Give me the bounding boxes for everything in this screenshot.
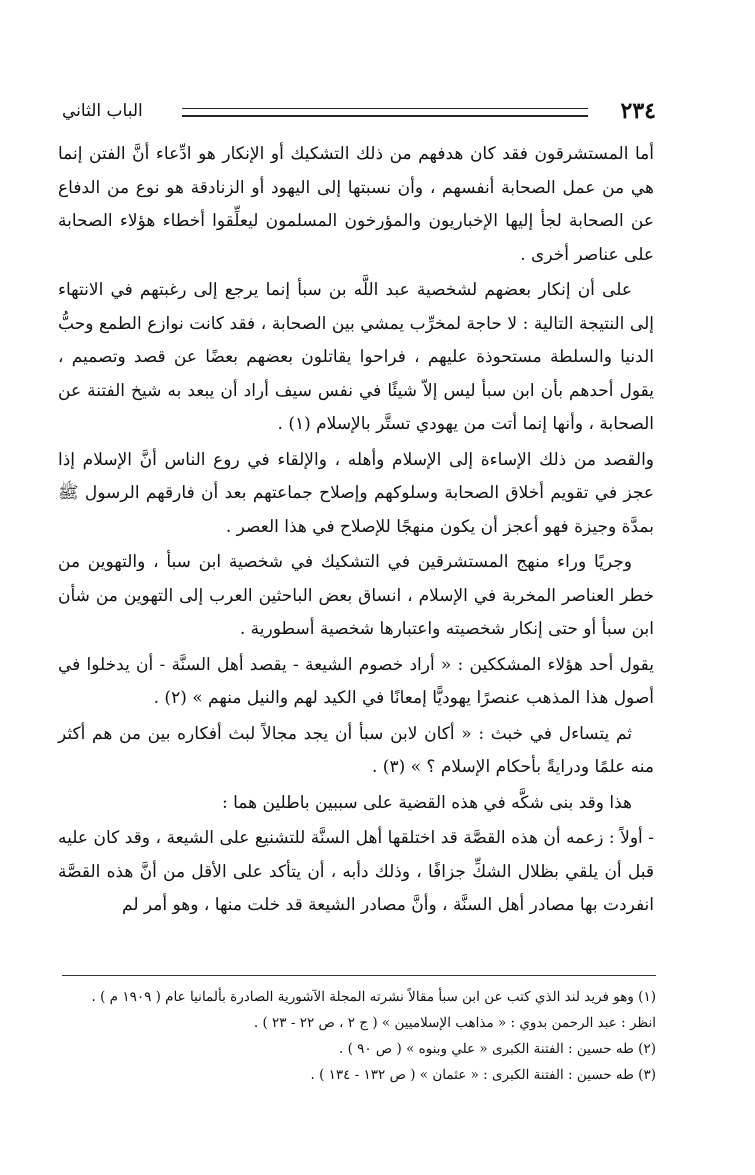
footnotes xyxy=(62,984,656,1088)
paragraph: أما المستشرقون فقد كان هدفهم من ذلك التشكيك أو الإنكار هو ادِّعاء أنَّ الفتن إنما هي من عمل الصحابة أنفسهم ، وأن نسبتها إلى اليهود أو الزنادقة هو نوع من الدفاع عن الصحابة لجأ إليها الإخباريون والمؤرخون المسلمون ليعلِّقوا أخطاء هؤلاء الصحابة على عناصر أخرى . xyxy=(58,144,654,265)
paragraph: وجريًا وراء منهج المستشرقين في التشكيك في شخصية ابن سبأ ، والتهوين من خطر العناصر المخربة في الإسلام ، انساق بعض الباحثين العرب إلى التهوين من شأن ابن سبأ أو حتى إنكار شخصيته واعتبارها شخصية أسطورية . xyxy=(58,552,654,639)
footnote: (٣) طه حسين : الفتنة الكبرى : « عثمان » ( ص ١٣٢ - ١٣٤ ) . xyxy=(310,1067,656,1083)
paragraph: ثم يتساءل في خبث : « أكان لابن سبأ أن يجد مجالاً لبث أفكاره بين من هم أكثر منه علمًا ودرايةً بأحكام الإسلام ؟ » (٣) . xyxy=(58,723,654,777)
paragraph: على أن إنكار بعضهم لشخصية عبد اللَّه بن سبأ إنما يرجع إلى رغبتهم في الانتهاء إلى النتيجة التالية : لا حاجة لمخرِّب يمشي بين الصحابة ، فقد كانت نوازع الطمع وحبُّ الدنيا والسلطة مستحوذة عليهم ، فراحوا يقاتلون بعضهم بعضًا عن قصد وتصميم ، يقول أحدهم بأن ابن سبأ ليس إلاّ شيئًا في نفس سيف أراد أن يبعد به شيخ الفتنة عن الصحابة ، وأنها إنما أتت من يهودي تستَّر بالإسلام (١) . xyxy=(58,280,654,434)
running-header xyxy=(62,96,656,126)
footnote-separator xyxy=(62,975,656,976)
paragraph: - أولاً : زعمه أن هذه القصَّة قد اختلقها أهل السنَّة للتشنيع على الشيعة ، وقد كان عليه قبل أن يلقي بظلال الشكِّ جزافًا ، وذلك دأبه ، أن يتأكد على الأقل من أنَّ هذه القصَّة انفردت بها مصادر أهل السنَّة ، وأنَّ مصادر الشيعة قد خلت منها ، وهو أمر لم xyxy=(58,828,655,915)
footnote: انظر : عبد الرحمن بدوي : « مذاهب الإسلاميين » ( ج ٢ ، ص ٢٢ - ٢٣ ) . xyxy=(253,1015,656,1031)
header-rule xyxy=(182,108,588,117)
paragraph: هذا وقد بنى شكَّه في هذه القضية على سببين باطلين هما : xyxy=(221,792,632,813)
footnote: (١) وهو فريد لند الذي كتب عن ابن سبأ مقالاً نشرته المجلة الآشورية الصادرة بألمانيا عام ( ١٩٠٩ م ) . xyxy=(91,989,656,1005)
page-number: ٢٣٤ xyxy=(620,98,656,124)
chapter-title: الباب الثاني xyxy=(62,101,143,121)
main-text xyxy=(58,138,654,925)
paragraph: والقصد من ذلك الإساءة إلى الإسلام وأهله ، والإلقاء في روع الناس أنَّ الإسلام إذا عجز في تقويم أخلاق الصحابة وسلوكهم وإصلاح جماعتهم بعد أن فارقهم الرسول ﷺ بمدَّة وجيزة فهو أعجز أن يكون منهجًا للإصلاح في هذا العصر . xyxy=(58,449,654,537)
footnote: (٢) طه حسين : الفتنة الكبرى « علي وبنوه » ( ص ٩٠ ) . xyxy=(338,1041,656,1057)
paragraph: يقول أحد هؤلاء المشككين : « أراد خصوم الشيعة - يقصد أهل السنَّة - أن يدخلوا في أصول هذا المذهب عنصرًا يهوديًّا إمعانًا في الكيد لهم والنيل منهم » (٢) . xyxy=(58,654,654,708)
